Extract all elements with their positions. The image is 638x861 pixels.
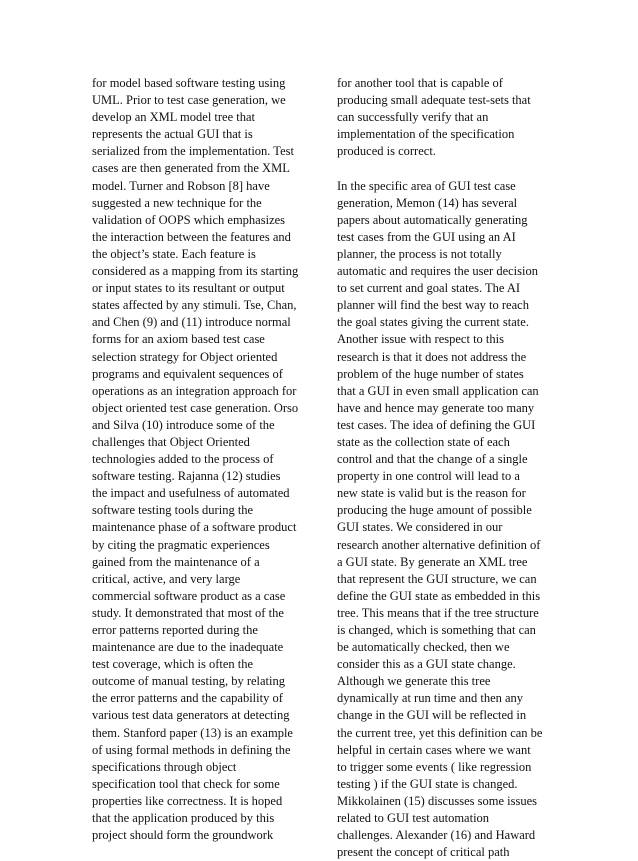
paragraph-line: papers about automatically generating	[337, 212, 528, 227]
paragraph-line: state as the collection state of each	[337, 434, 510, 449]
paragraph-line: model. Turner and Robson [8] have	[92, 178, 270, 193]
paragraph-line: present the concept of critical path	[337, 845, 510, 860]
paragraph-line: research another alternative definition of	[337, 537, 541, 552]
paragraph-line: have and hence may generate too many	[337, 400, 535, 415]
paragraph-line: test cases. The idea of defining the GUI	[337, 417, 536, 432]
paragraph-line: producing the huge amount of possible	[337, 503, 532, 518]
paragraph-line: In the specific area of GUI test case	[337, 178, 516, 193]
paragraph-line: testing ) if the GUI state is changed.	[337, 776, 518, 791]
paragraph-line: for another tool that is capable of	[337, 76, 503, 90]
paragraph-line: problem of the huge number of states	[337, 366, 524, 381]
paragraph-line: operations as an integration approach for	[92, 383, 297, 398]
paragraph-line: producing small adequate test-sets that	[337, 93, 531, 108]
paragraph-line: maintenance phase of a software product	[92, 520, 297, 535]
paragraph-line: represents the actual GUI that is	[92, 127, 253, 142]
paragraph-line: property in one control will lead to a	[337, 469, 520, 484]
paragraph-line: the impact and usefulness of automated	[92, 486, 290, 501]
paragraph-line: Mikkolainen (15) discusses some issues	[337, 793, 537, 808]
paragraph-line: validation of OOPS which emphasizes	[92, 212, 286, 227]
paragraph-line: test cases from the GUI using an AI	[337, 229, 516, 244]
paragraph-line: software testing. Rajanna (12) studies	[92, 469, 281, 484]
paragraph-line: properties like correctness. It is hoped	[92, 793, 283, 808]
paragraph-line: to trigger some events ( like regression	[337, 759, 532, 774]
paragraph-line: various test data generators at detecting	[92, 708, 290, 723]
paragraph-line: challenges. Alexander (16) and Haward	[337, 828, 536, 843]
paragraph-line: serialized from the implementation. Test	[92, 144, 294, 159]
paragraph-line: helpful in certain cases where we want	[337, 742, 531, 757]
paragraph-line: the current tree, yet this definition can be	[337, 725, 543, 740]
paragraph-line: that the application produced by this	[92, 811, 275, 826]
paragraph-line: suggested a new technique for the	[92, 195, 262, 210]
paragraph-line: control and that the change of a single	[337, 452, 528, 467]
paragraph-line: planner, the process is not totally	[337, 246, 502, 261]
paragraph-line: that a GUI in even small application can	[337, 383, 539, 398]
paragraph-line: project should form the groundwork	[92, 828, 274, 843]
paragraph-line: the interaction between the features and	[92, 229, 291, 244]
paragraph-line: for model based software testing using	[92, 76, 286, 90]
paragraph-line: that represent the GUI structure, we can	[337, 571, 537, 586]
paragraph-line: technologies added to the process of	[92, 452, 274, 467]
paragraph-line: the goal states giving the current state.	[337, 315, 529, 330]
paragraph-gap	[337, 160, 552, 177]
paragraph-line: object oriented test case generation. Orso	[92, 400, 299, 415]
paragraph-line: by citing the pragmatic experiences	[92, 537, 270, 552]
paragraph-line: error patterns reported during the	[92, 623, 258, 637]
paragraph-line: UML. Prior to test case generation, we	[92, 93, 286, 108]
paragraph-line: programs and equivalent sequences of	[92, 366, 283, 381]
paragraph-line: produced is correct.	[337, 144, 436, 159]
paragraph-line: planner will find the best way to reach	[337, 298, 529, 313]
paragraph-line: new state is valid but is the reason for	[337, 486, 526, 501]
paragraph-line: challenges that Object Oriented	[92, 434, 250, 449]
paragraph-line: test coverage, which is often the	[92, 657, 254, 672]
paragraph-line: commercial software product as a case	[92, 588, 286, 603]
paragraph-line: is changed, which is something that can	[337, 623, 536, 637]
paragraph-line: implementation of the specification	[337, 127, 515, 142]
paragraph-line: Although we generate this tree	[337, 674, 491, 689]
paragraph-line: selection strategy for Object oriented	[92, 349, 278, 364]
paragraph-line: or input states to its resultant or output	[92, 281, 285, 296]
paragraph-line: Another issue with respect to this	[337, 332, 504, 347]
paragraph-line: generation, Memon (14) has several	[337, 195, 518, 210]
paragraph-line: define the GUI state as embedded in this	[337, 588, 541, 603]
paragraph-line: maintenance are due to the inadequate	[92, 640, 284, 655]
paragraph-line: research is that it does not address the	[337, 349, 527, 364]
paragraph-line: the error patterns and the capability of	[92, 691, 283, 706]
paragraph-line: tree. This means that if the tree structure	[337, 605, 539, 620]
paragraph-line: change in the GUI will be reflected in	[337, 708, 527, 723]
paragraph-line: and Chen (9) and (11) introduce normal	[92, 315, 291, 330]
paragraph-line: specifications through object	[92, 759, 237, 774]
paragraph-line: specification tool that check for some	[92, 776, 280, 791]
paragraph-line: a GUI state. By generate an XML tree	[337, 554, 528, 569]
paragraph-line: states affected by any stimuli. Tse, Chan,	[92, 298, 297, 313]
paragraph-line: and Silva (10) introduce some of the	[92, 417, 275, 432]
paragraph-line: of using formal methods in defining the	[92, 742, 291, 757]
paragraph-line: automatic and requires the user decision	[337, 264, 538, 279]
paragraph-line: forms for an axiom based test case	[92, 332, 265, 347]
paragraph-line: considered as a mapping from its starting	[92, 264, 299, 279]
paragraph-line: can successfully verify that an	[337, 110, 489, 125]
paragraph-line: the object’s state. Each feature is	[92, 246, 256, 261]
paragraph-line: outcome of manual testing, by relating	[92, 674, 286, 689]
paragraph-line: develop an XML model tree that	[92, 110, 256, 125]
paragraph-line: dynamically at run time and then any	[337, 691, 524, 706]
paragraph-line: study. It demonstrated that most of the	[92, 605, 284, 620]
paragraph-line: them. Stanford paper (13) is an example	[92, 725, 293, 740]
paragraph-line: to set current and goal states. The AI	[337, 281, 521, 296]
paragraph-line: be automatically checked, then we	[337, 640, 510, 655]
paragraph-line: GUI states. We considered in our	[337, 520, 503, 535]
paragraph-line: consider this as a GUI state change.	[337, 657, 516, 672]
left-text-column	[92, 75, 307, 844]
paragraph-line: cases are then generated from the XML	[92, 161, 290, 176]
paragraph-line: related to GUI test automation	[337, 811, 490, 826]
paragraph-line: gained from the maintenance of a	[92, 554, 260, 569]
paragraph-line: software testing tools during the	[92, 503, 254, 518]
paragraph-line: critical, active, and very large	[92, 571, 241, 586]
right-text-column	[337, 75, 552, 861]
